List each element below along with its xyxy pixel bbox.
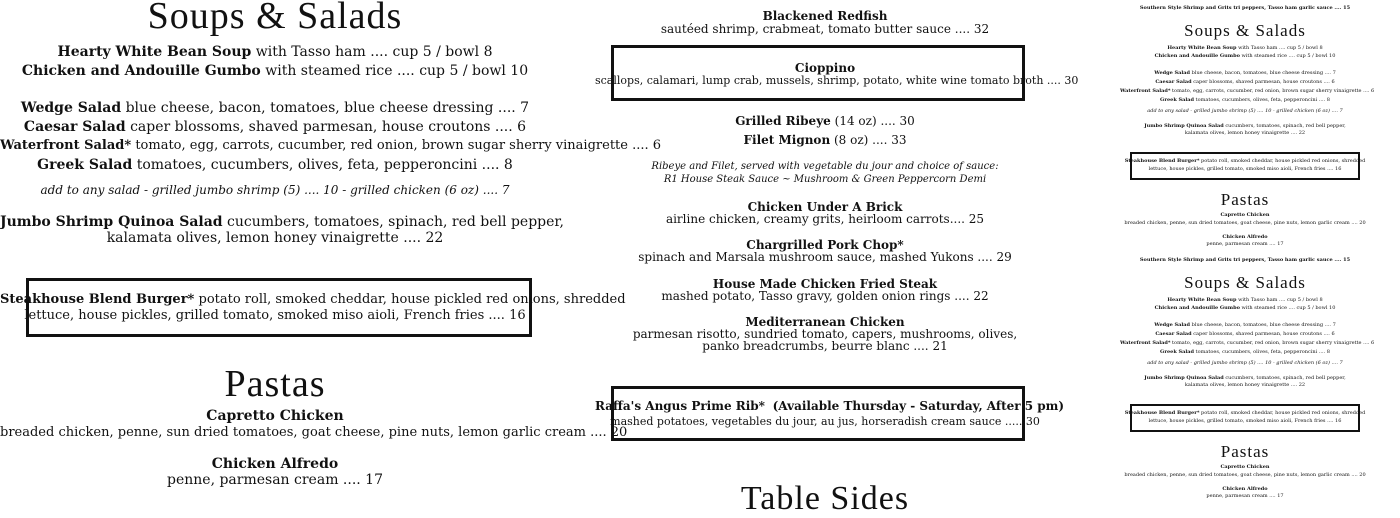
menu-item bbox=[0, 63, 550, 79]
item-desc-cont: lettuce, house pickles, grilled tomato, smoked miso aioli, French fries .... 16 bbox=[24, 308, 526, 323]
thumb-note: add to any salad - grilled jumbo shrimp (5) .... 10 - grilled chicken (6 oz) .... 7 bbox=[1147, 360, 1343, 366]
menu-thumbnail bbox=[1120, 0, 1375, 500]
item-desc: with Tasso ham .... cup 5 / bowl 8 bbox=[1238, 45, 1323, 51]
thumb-soups-heading: Soups & Salads bbox=[1184, 273, 1306, 292]
menu-item bbox=[595, 399, 1065, 413]
item-name: House Made Chicken Fried Steak bbox=[712, 277, 938, 291]
item-desc: caper blossoms, shaved parmesan, house croutons .... 6 bbox=[1193, 331, 1335, 337]
thumb-item bbox=[1120, 45, 1370, 51]
menu-column-left bbox=[0, 0, 662, 500]
item-desc-cont: kalamata olives, lemon honey vinaigrette .... 22 bbox=[106, 230, 444, 246]
item-name: Capretto Chicken bbox=[1220, 464, 1270, 470]
item-desc: scallops, calamari, lump crab, mussels, shrimp, potato, white wine tomato broth .... 30 bbox=[595, 74, 1079, 87]
item-desc: cucumbers, tomatoes, spinach, red bell pepper, bbox=[1225, 375, 1346, 381]
item-name: Greek Salad bbox=[1160, 97, 1195, 103]
item-desc: breaded chicken, penne, sun dried tomatoes, goat cheese, pine nuts, lemon garlic cream .... 20 bbox=[0, 425, 628, 440]
item-name: Southern Style Shrimp and Grits tri peppers, Tasso ham garlic sauce .... 15 bbox=[1139, 5, 1351, 11]
item-desc: with steamed rice .... cup 5 / bowl 10 bbox=[1241, 305, 1336, 311]
steak-note: R1 House Steak Sauce ~ Mushroom & Green Peppercorn Demi bbox=[663, 174, 987, 185]
item-name: Wedge Salad bbox=[20, 100, 122, 116]
item-desc: with Tasso ham .... cup 5 / bowl 8 bbox=[1238, 297, 1323, 303]
thumb-item bbox=[1120, 123, 1370, 129]
thumb-note: add to any salad - grilled jumbo shrimp (5) .... 10 - grilled chicken (6 oz) .... 7 bbox=[1147, 108, 1343, 114]
item-desc: tomatoes, cucumbers, olives, feta, pepperoncini .... 8 bbox=[1195, 349, 1330, 355]
item-name: Chicken Under A Brick bbox=[747, 200, 903, 214]
item-name: Chargrilled Pork Chop* bbox=[746, 238, 904, 252]
item-desc: blue cheese, bacon, tomatoes, blue cheese dressing .... 7 bbox=[1191, 70, 1336, 76]
thumb-item bbox=[1120, 305, 1370, 311]
item-name: Chicken Alfredo bbox=[1222, 486, 1268, 492]
thumb-soups-heading: Soups & Salads bbox=[1184, 21, 1306, 40]
menu-item bbox=[0, 214, 565, 230]
thumb-item bbox=[1120, 375, 1370, 381]
thumb-item-cont: kalamata olives, lemon honey vinaigrette .... 22 bbox=[1184, 382, 1306, 388]
item-desc: tomato, egg, carrots, cucumber, red onion, brown sugar sherry vinaigrette .... 6 bbox=[1172, 88, 1375, 94]
thumb-item bbox=[1120, 158, 1370, 164]
soups-salads-heading: Soups & Salads bbox=[147, 0, 403, 37]
item-availability: (Available Thursday - Saturday, After 5 pm) bbox=[772, 399, 1065, 413]
item-name: Greek Salad bbox=[1160, 349, 1195, 355]
table-sides-heading: Table Sides bbox=[740, 480, 910, 517]
thumb-pastas-heading: Pastas bbox=[1220, 190, 1270, 209]
menu-item bbox=[595, 114, 1055, 128]
item-name: Hearty White Bean Soup bbox=[1167, 297, 1237, 303]
thumb-item bbox=[1120, 53, 1370, 59]
thumb-item bbox=[1120, 340, 1375, 346]
item-name: Chicken and Andouille Gumbo bbox=[21, 63, 261, 79]
item-desc: parmesan risotto, sundried tomato, capers, mushrooms, olives, bbox=[632, 327, 1018, 341]
thumb-item bbox=[1120, 88, 1375, 94]
item-name: Jumbo Shrimp Quinoa Salad bbox=[0, 214, 223, 230]
item-name: Waterfront Salad* bbox=[0, 138, 132, 153]
item-name: Chicken and Andouille Gumbo bbox=[1154, 305, 1240, 311]
item-desc: cucumbers, tomatoes, spinach, red bell pepper, bbox=[227, 214, 565, 230]
item-desc-cont: panko breadcrumbs, beurre blanc .... 21 bbox=[702, 339, 948, 353]
item-name: Capretto Chicken bbox=[1220, 212, 1270, 218]
item-desc: penne, parmesan cream .... 17 bbox=[1206, 493, 1284, 499]
item-name: Chicken Alfredo bbox=[211, 456, 339, 472]
steak-note: Ribeye and Filet, served with vegetable du jour and choice of sauce: bbox=[651, 161, 999, 172]
thumb-item bbox=[1120, 79, 1370, 85]
item-name: Cioppino bbox=[794, 61, 856, 75]
item-name: Blackened Redfish bbox=[762, 9, 888, 23]
thumb-item bbox=[1120, 297, 1370, 303]
menu-item bbox=[0, 138, 662, 153]
thumb-item bbox=[1120, 331, 1370, 337]
menu-item bbox=[0, 44, 550, 60]
item-desc: cucumbers, tomatoes, spinach, red bell pepper, bbox=[1225, 123, 1346, 129]
item-name: Caesar Salad bbox=[1155, 331, 1192, 337]
item-desc: potato roll, smoked cheddar, house pickled red onions, shredded bbox=[1201, 158, 1366, 164]
item-name: Filet Mignon bbox=[743, 133, 831, 147]
item-desc: tomatoes, cucumbers, olives, feta, pepperoncini .... 8 bbox=[1195, 97, 1330, 103]
item-desc: caper blossoms, shaved parmesan, house croutons .... 6 bbox=[1193, 79, 1335, 85]
pastas-heading: Pastas bbox=[224, 363, 326, 405]
item-name: Steakhouse Blend Burger* bbox=[1124, 410, 1200, 416]
item-desc: with steamed rice .... cup 5 / bowl 10 bbox=[265, 63, 529, 79]
item-desc: mashed potatoes, vegetables du jour, au jus, horseradish cream sauce ..... 30 bbox=[610, 415, 1040, 428]
item-name: Caesar Salad bbox=[23, 119, 126, 135]
item-name: Jumbo Shrimp Quinoa Salad bbox=[1144, 123, 1224, 129]
item-desc: tomato, egg, carrots, cucumber, red onion, brown sugar sherry vinaigrette .... 6 bbox=[1172, 340, 1375, 346]
item-name: Hearty White Bean Soup bbox=[57, 44, 252, 60]
item-name: Wedge Salad bbox=[1154, 70, 1191, 76]
item-name: Steakhouse Blend Burger* bbox=[1124, 158, 1200, 164]
item-name: Grilled Ribeye bbox=[735, 114, 831, 128]
item-desc: with Tasso ham .... cup 5 / bowl 8 bbox=[255, 44, 493, 60]
item-desc: breaded chicken, penne, sun dried tomatoes, goat cheese, pine nuts, lemon garlic cream .... 20 bbox=[1124, 220, 1366, 226]
item-desc: potato roll, smoked cheddar, house pickled red onions, shredded bbox=[198, 292, 626, 307]
prime-rib-box bbox=[611, 386, 1025, 441]
menu-item bbox=[0, 119, 550, 135]
item-desc: blue cheese, bacon, tomatoes, blue cheese dressing .... 7 bbox=[125, 100, 530, 116]
item-size: (14 oz) .... 30 bbox=[834, 114, 915, 128]
item-name: Chicken Alfredo bbox=[1222, 234, 1268, 240]
item-desc: penne, parmesan cream .... 17 bbox=[167, 472, 383, 488]
item-name: Chicken and Andouille Gumbo bbox=[1154, 53, 1240, 59]
thumb-item-cont: lettuce, house pickles, grilled tomato, smoked miso aioli, French fries .... 16 bbox=[1148, 418, 1342, 424]
thumb-item bbox=[1120, 349, 1370, 355]
item-name: Mediterranean Chicken bbox=[745, 315, 905, 329]
item-name: Wedge Salad bbox=[1154, 322, 1191, 328]
menu-item bbox=[0, 100, 550, 116]
item-desc: breaded chicken, penne, sun dried tomatoes, goat cheese, pine nuts, lemon garlic cream .... 20 bbox=[1124, 472, 1366, 478]
item-name: Jumbo Shrimp Quinoa Salad bbox=[1144, 375, 1224, 381]
thumb-item-cont: lettuce, house pickles, grilled tomato, smoked miso aioli, French fries .... 16 bbox=[1148, 166, 1342, 172]
item-name: Caesar Salad bbox=[1155, 79, 1192, 85]
item-desc: with steamed rice .... cup 5 / bowl 10 bbox=[1241, 53, 1336, 59]
item-name: Capretto Chicken bbox=[206, 408, 344, 424]
item-desc: tomatoes, cucumbers, olives, feta, pepperoncini .... 8 bbox=[136, 157, 513, 173]
menu-column-middle bbox=[595, 0, 1079, 517]
thumb-item bbox=[1120, 322, 1370, 328]
menu-item bbox=[0, 157, 550, 173]
menu-item bbox=[595, 133, 1055, 147]
thumb-item bbox=[1120, 70, 1370, 76]
item-name: Waterfront Salad* bbox=[1120, 88, 1171, 94]
item-name: Steakhouse Blend Burger* bbox=[0, 292, 195, 307]
item-name: Greek Salad bbox=[37, 157, 133, 173]
thumb-item bbox=[1120, 410, 1370, 416]
thumb-item-cont: kalamata olives, lemon honey vinaigrette .... 22 bbox=[1184, 130, 1306, 136]
item-name: Southern Style Shrimp and Grits tri peppers, Tasso ham garlic sauce .... 15 bbox=[1139, 257, 1351, 263]
item-desc: potato roll, smoked cheddar, house pickled red onions, shredded bbox=[1201, 410, 1366, 416]
item-desc: tomato, egg, carrots, cucumber, red onion, brown sugar sherry vinaigrette .... 6 bbox=[135, 138, 662, 153]
thumb-pastas-heading: Pastas bbox=[1220, 442, 1270, 461]
thumb-item bbox=[1120, 97, 1370, 103]
menu-item bbox=[0, 292, 626, 307]
salad-addon-note: add to any salad - grilled jumbo shrimp (5) .... 10 - grilled chicken (6 oz) .... 7 bbox=[40, 183, 510, 197]
item-name: Waterfront Salad* bbox=[1120, 340, 1171, 346]
item-size: (8 oz) .... 33 bbox=[834, 133, 907, 147]
item-desc: airline chicken, creamy grits, heirloom carrots.... 25 bbox=[665, 212, 985, 226]
item-name: Hearty White Bean Soup bbox=[1167, 45, 1237, 51]
item-desc: caper blossoms, shaved parmesan, house croutons .... 6 bbox=[130, 119, 527, 135]
item-name: Raffa's Angus Prime Rib* bbox=[595, 399, 765, 413]
item-desc: blue cheese, bacon, tomatoes, blue cheese dressing .... 7 bbox=[1191, 322, 1336, 328]
item-desc: sautéed shrimp, crabmeat, tomato butter sauce .... 32 bbox=[660, 22, 990, 36]
item-desc: mashed potato, Tasso gravy, golden onion rings .... 22 bbox=[661, 289, 989, 303]
item-desc: penne, parmesan cream .... 17 bbox=[1206, 241, 1284, 247]
item-desc: spinach and Marsala mushroom sauce, mashed Yukons .... 29 bbox=[638, 250, 1012, 264]
